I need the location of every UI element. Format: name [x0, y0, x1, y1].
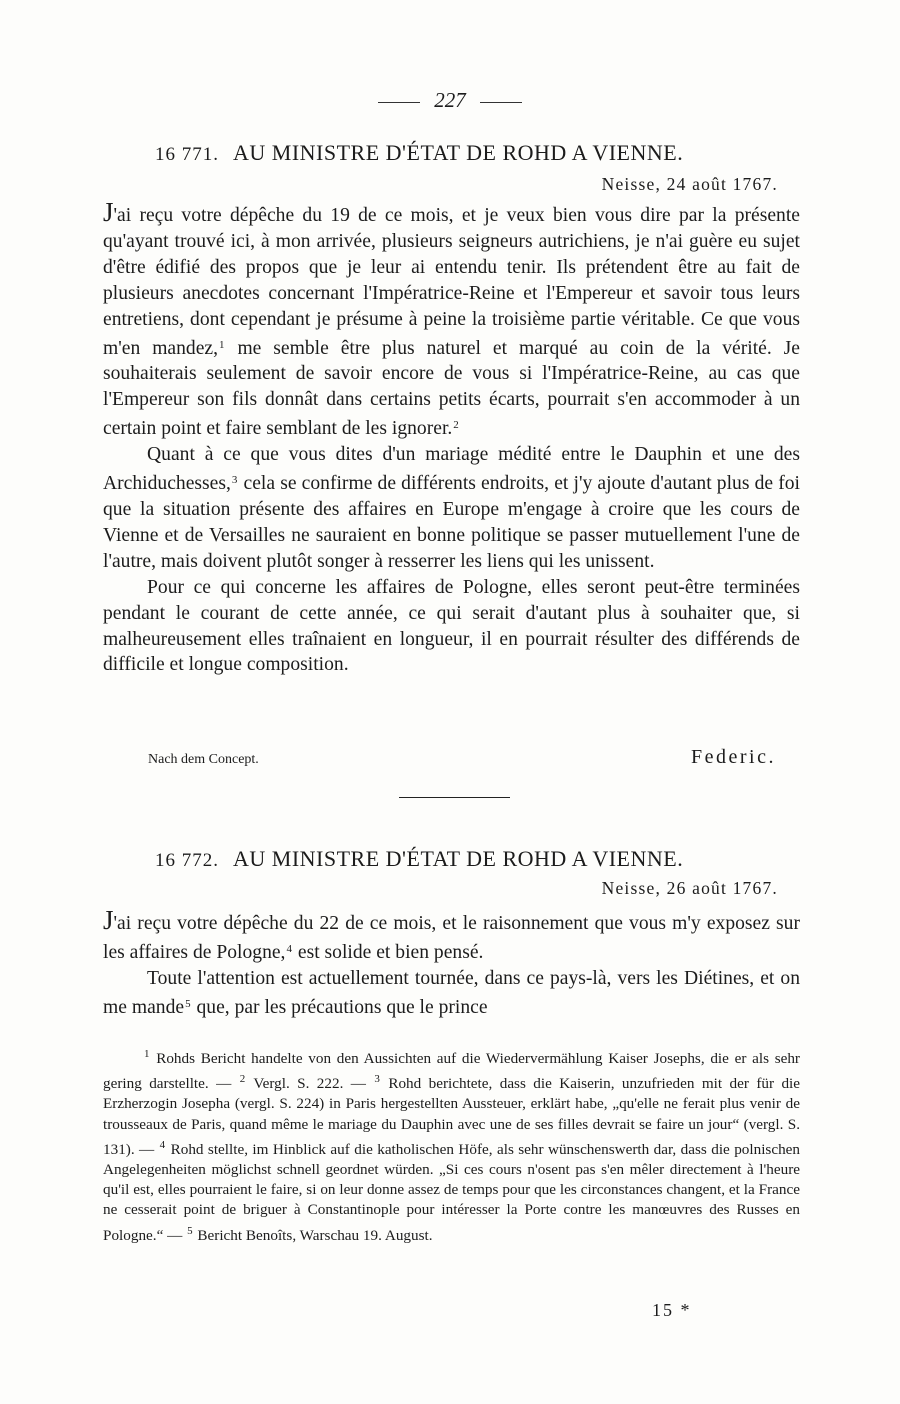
paragraph — [103, 197, 800, 442]
footnote-text: Vergl. S. 222. — — [246, 1075, 374, 1093]
text-run: Toute l'attention est actuellement tournée, dans ce pays-là, vers les Diétines, et on me mande — [103, 967, 800, 1018]
signature-mark: 15 * — [652, 1300, 692, 1320]
section-divider — [399, 797, 510, 798]
initial-letter: J — [103, 905, 114, 935]
paragraph — [103, 442, 800, 575]
paragraph — [103, 905, 800, 966]
footnote-text: Rohds Bericht handelte von den Aussichten auf die Wiedervermählung Kaiser Josephs, die er als sehr gering darstellte. — — [103, 1050, 800, 1093]
letter-heading — [155, 140, 683, 166]
letter-title: AU MINISTRE D'ÉTAT DE ROHD A VIENNE. — [233, 140, 684, 165]
letter-title: AU MINISTRE D'ÉTAT DE ROHD A VIENNE. — [233, 846, 684, 871]
text-run: est solide et bien pensé. — [292, 941, 484, 963]
text-run: 'ai reçu votre dépêche du 22 de ce mois, et le raisonnement que vous m'y exposez sur les affaires de Pologne, — [103, 913, 800, 963]
letter-heading — [155, 846, 683, 872]
footnote-text: Bericht Benoîts, Warschau 19. August. — [193, 1226, 433, 1244]
footnote-text: Rohd berichtete, dass die Kaiserin, unzufrieden mit der für die Erzherzogin Josepha (vergl. S. 224) in Paris hergestellten Aussteuer, erklärt habe, „qu'elle ne ferait plus venir de trousseaux de Paris, quand même le mariage du Dauphin avec une de ses filles devrait se faire un jour“ (vergl. S. 131). — — [103, 1075, 800, 1158]
letter-number: 16 771. — [155, 144, 219, 165]
initial-letter: J — [103, 197, 114, 227]
source-note: Nach dem Concept. — [148, 752, 259, 767]
header-rule-left — [378, 102, 420, 103]
paragraph — [103, 966, 800, 1021]
footnote-marker: 3 — [374, 1073, 380, 1086]
paragraph — [103, 575, 800, 679]
letter-dateline: Neisse, 24 août 1767. — [601, 174, 778, 194]
text-run: 'ai reçu votre dépêche du 19 de ce mois, et je veux bien vous dire par la présente qu'ayant trouvé ici, à mon arrivée, plusieurs seigneurs autrichiens, je n'ai guère eu sujet d'être édifié des propos que je leur ai entendu tenir. Ils prétendent être au fait de plusieurs anecdotes concernant l'Impératrice-Reine et l'Empereur et savoir tous leurs entretiens, dont cependant je présume à peine la troisième partie véritable. Ce que vous m'en mandez, — [103, 205, 800, 359]
footnote-marker: 5 — [185, 997, 191, 1010]
footnote-marker: 3 — [231, 474, 238, 487]
footnotes — [103, 1044, 800, 1246]
footnote-block — [103, 1044, 800, 1246]
page-number: 227 — [434, 88, 466, 112]
header-rule-right — [480, 102, 522, 103]
footnote-marker: 5 — [187, 1224, 193, 1237]
footnote-marker: 4 — [286, 942, 292, 955]
footnote-marker: 4 — [159, 1138, 166, 1151]
letter-body — [103, 905, 800, 1021]
footnote-marker: 2 — [239, 1073, 246, 1086]
text-run: Pour ce qui concerne les affaires de Pologne, elles seront peut-être terminées pendant le courant de cette année, ce qui serait d'autant plus à souhaiter que, si malheureusement elles traînaient en longueur, il en pourrait résulter des différends de difficile et longue composition. — [103, 576, 800, 676]
letter-dateline: Neisse, 26 août 1767. — [601, 878, 778, 898]
text-run: que, par les précautions que le prince — [191, 996, 488, 1018]
footnote-marker: 1 — [219, 338, 225, 351]
page-header — [0, 88, 900, 113]
footnote-marker: 1 — [144, 1048, 150, 1060]
letter-number: 16 772. — [155, 850, 219, 871]
text-run: Quant à ce que vous dites d'un mariage médité entre le Dauphin et une des Archiduchesses, — [103, 444, 800, 495]
text-run: cela se confirme de différents endroits, et j'y ajoute d'autant plus de foi que la situation présente des affaires en Europe m'engage à croire que les cours de Vienne et de Versailles ne sauraient en bonne politique se passer mutuellement l'une de l'autre, mais doivent plutôt songer à resserrer les liens qui les unissent. — [103, 473, 800, 572]
text-run: me semble être plus naturel et marqué au coin de la vérité. Je souhaiterais seulement de savoir encore de vous si l'Impératrice-Reine, au cas que l'Empereur son fils donnât dans certains petits écarts, pourrait s'en accommoder à un certain point et faire semblant de les ignorer. — [103, 337, 800, 440]
letter-body — [103, 197, 800, 678]
signature: Federic. — [691, 746, 776, 768]
footnote-marker: 2 — [453, 419, 459, 432]
footnote-text: Rohd stellte, im Hinblick auf die katholischen Höfe, als sehr wünschenswerth dar, dass die polnischen Angelegenheiten möglichst schnell geordnet würden. „Si ces cours n'osent pas s'en mêler directement à l'heure qu'il est, elles pourraient le faire, si on leur donne assez de temps pour que les circonstances changent, et la France ne cesserait point de briguer à Constantinople pour intéresser la Porte contre les manœuvres des Russes en Pologne.“ — — [103, 1140, 800, 1244]
